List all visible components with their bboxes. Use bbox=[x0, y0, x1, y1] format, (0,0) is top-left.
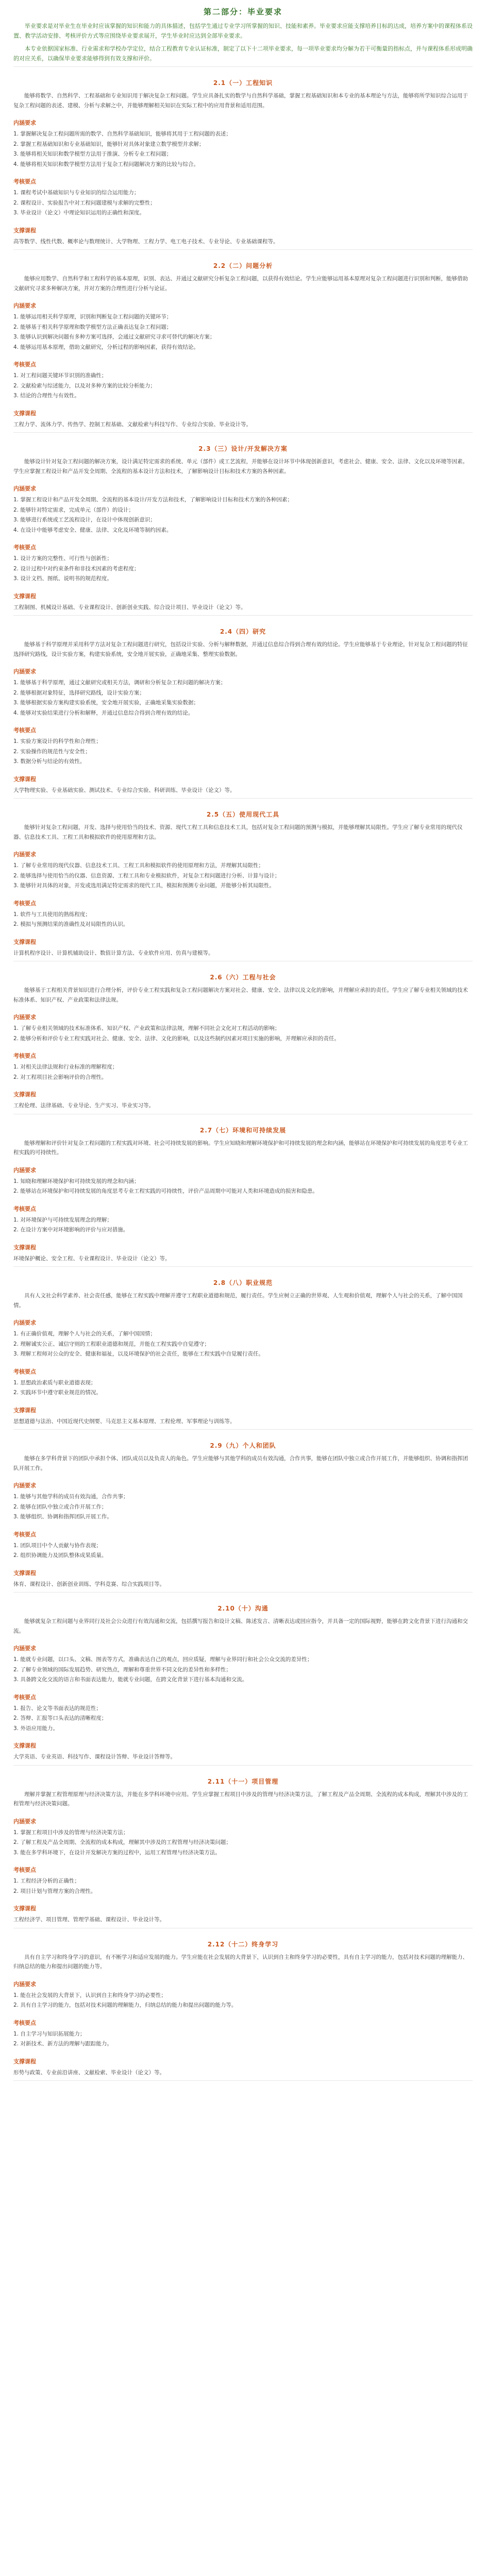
section-title: 2.12（十二）终身学习 bbox=[207, 1940, 279, 1948]
list-item: 3. 能在多学科环境下，在设计开发解决方案的过程中，运用工程管理与经济决策方法。 bbox=[13, 1849, 221, 1856]
subsection-heading: 内涵要求 bbox=[13, 1980, 36, 1988]
list-item: 1. 掌握工程项目中涉及的管理与经济决策方法； bbox=[13, 1829, 129, 1836]
list-item: 工程伦理、法律基础、专业导论、生产实习、毕业实习等。 bbox=[13, 1103, 154, 1109]
requirement-section bbox=[13, 1441, 473, 1592]
section-title: 2.9（九）个人和团队 bbox=[210, 1442, 276, 1449]
subsection-heading: 考核要点 bbox=[13, 1053, 36, 1059]
divider bbox=[13, 1429, 473, 1430]
section-title: 2.4（四）研究 bbox=[220, 628, 266, 635]
list-item: 大学物理实验、专业基础实验、测试技术、专业综合实验、科研训练、毕业设计（论文）等。 bbox=[13, 787, 236, 793]
list-item: 思想道德与法治、中国近现代史纲要、马克思主义基本原理、工程伦理、军事理论与训练等。 bbox=[13, 1418, 236, 1425]
divider bbox=[13, 798, 473, 799]
subsection-heading: 考核要点 bbox=[13, 1867, 36, 1873]
section-lead-paragraph: 能够应用数学、自然科学和工程科学的基本原理，识别、表达、并通过文献研究分析复杂工程问题，以获得有效结论。学生应能够运用基本原理对复杂工程问题进行识别和判断，能够借助文献研究寻求多种解决方案，并对方案的合理性进行分析与论证。 bbox=[13, 276, 468, 292]
section-lead-paragraph: 能够在多学科背景下的团队中承担个体、团队成员以及负责人的角色。学生应能够与其他学科的成员有效沟通，合作共事，能够在团队中独立或合作开展工作，并能够组织、协调和指挥团队开展工作。 bbox=[13, 1455, 468, 1471]
list-item: 1. 对环境保护与可持续发展理念的理解； bbox=[13, 1216, 112, 1223]
list-item: 4. 能够对实验结果进行分析和解释，并通过信息综合得到合理有效的结论。 bbox=[13, 709, 194, 716]
requirement-section bbox=[13, 1126, 473, 1267]
requirement-section bbox=[13, 810, 473, 961]
section-title: 2.11（十一）项目管理 bbox=[207, 1777, 279, 1785]
subsection-heading: 支撑课程 bbox=[13, 227, 36, 234]
list-item: 1. 能够运用相关科学原理，识别和判断复杂工程问题的关键环节； bbox=[13, 314, 172, 320]
subsection-heading: 内涵要求 bbox=[13, 120, 36, 126]
list-item: 1. 能在社会发展的大背景下，认识到自主和终身学习的必要性； bbox=[13, 1992, 166, 1998]
list-item: 4. 在设计中能够考虑安全、健康、法律、文化及环境等制约因素。 bbox=[13, 527, 172, 533]
divider bbox=[13, 1266, 473, 1267]
list-item: 1. 了解专业常用的现代仪器、信息技术工具、工程工具和模拟软件的使用原理和方法，并理解其局限性； bbox=[13, 862, 264, 869]
subsection-heading: 内涵要求 bbox=[13, 1014, 36, 1021]
requirement-section bbox=[13, 444, 473, 616]
section-title: 2.3（三）设计/开发解决方案 bbox=[198, 445, 288, 452]
subsection-heading: 支撑课程 bbox=[13, 1406, 36, 1414]
subsection-heading: 内涵要求 bbox=[13, 1319, 36, 1326]
subsection-heading: 考核要点 bbox=[13, 178, 36, 185]
intro-paragraph-2: 本专业依据国家标准、行业需求和学校办学定位，结合工程教育专业认证标准，制定了以下十二项毕业要求，每一项毕业要求均分解为若干可衡量的指标点，并与课程体系形成明确的对应关系，以确保毕业要求能够得到有效支撑和评价。 bbox=[13, 45, 473, 62]
page-title: 第二部分：毕业要求 bbox=[203, 7, 282, 16]
section-lead-paragraph: 能够将数学、自然科学、工程基础和专业知识用于解决复杂工程问题。学生应具备扎实的数学与自然科学基础，掌握工程基础知识和本专业的基本理论与方法，能够将所学知识综合运用于复杂工程问题的表述、建模、分析与求解之中，并能够理解相关知识在实际工程中的应用背景和适用范围。 bbox=[13, 93, 468, 109]
list-item: 4. 能够将相关知识和数学模型方法用于复杂工程问题解决方案的比较与综合。 bbox=[13, 161, 199, 167]
requirement-section bbox=[13, 973, 473, 1114]
list-item: 工程制图、机械设计基础、专业课程设计、创新创业实践、综合设计项目、毕业设计（论文）等。 bbox=[13, 604, 246, 611]
list-item: 3. 能够根据实验方案构建实验系统，安全地开展实验，正确地采集实验数据； bbox=[13, 700, 199, 706]
subsection-heading: 考核要点 bbox=[13, 361, 36, 368]
list-item: 3. 能够针对具体的对象，开发或选用满足特定需求的现代工具，模拟和预测专业问题，并能够分析其局限性。 bbox=[13, 883, 275, 889]
list-item: 2. 能够选择与使用恰当的仪器、信息资源、工程工具和专业模拟软件，对复杂工程问题进行分析、计算与设计； bbox=[13, 872, 280, 879]
list-item: 2. 实践环节中遵守职业规范的情况。 bbox=[13, 1389, 102, 1396]
subsection-heading: 支撑课程 bbox=[13, 1244, 36, 1251]
list-item: 3. 毕业设计（论文）中理论知识运用的正确性和深度。 bbox=[13, 210, 145, 216]
list-item: 2. 组织协调能力及团队整体成果质量。 bbox=[13, 1552, 107, 1558]
requirement-section bbox=[13, 1278, 473, 1430]
subsection-heading: 支撑课程 bbox=[13, 410, 36, 417]
subsection-heading: 支撑课程 bbox=[13, 1091, 36, 1098]
section-title: 2.1（一）工程知识 bbox=[213, 79, 273, 87]
list-item: 2. 掌握工程基础知识和专业基础知识，能够针对具体对象建立数学模型并求解； bbox=[13, 141, 205, 147]
section-lead-paragraph: 能够就复杂工程问题与业界同行及社会公众进行有效沟通和交流，包括撰写报告和设计文稿、陈述发言、清晰表达或回应指令，并具备一定的国际视野，能够在跨文化背景下进行沟通和交流。 bbox=[13, 1618, 468, 1634]
requirement-section bbox=[13, 78, 473, 250]
section-title: 2.2（二）问题分析 bbox=[213, 262, 273, 269]
list-item: 1. 有正确价值观，理解个人与社会的关系，了解中国国情； bbox=[13, 1331, 156, 1337]
list-item: 2. 对新技术、新方法的理解与跟踪能力。 bbox=[13, 2041, 112, 2047]
subsection-heading: 内涵要求 bbox=[13, 1818, 36, 1825]
list-item: 计算机程序设计、计算机辅助设计、数值计算方法、专业软件应用、仿真与建模等。 bbox=[13, 950, 214, 956]
list-item: 1. 报告、论文等书面表达的规范性； bbox=[13, 1705, 102, 1711]
subsection-heading: 考核要点 bbox=[13, 900, 36, 907]
list-item: 1. 自主学习与知识拓展能力； bbox=[13, 2030, 86, 2037]
list-item: 1. 团队项目中个人贡献与协作表现； bbox=[13, 1542, 102, 1549]
list-item: 工程经济学、项目管理、管理学基础、课程设计、毕业设计等。 bbox=[13, 1917, 165, 1923]
list-item: 2. 答辩、汇报等口头表达的清晰程度； bbox=[13, 1715, 107, 1721]
list-item: 工程力学、流体力学、传热学、控制工程基础、文献检索与科技写作、专业综合实验、毕业设计等。 bbox=[13, 421, 252, 428]
list-item: 2. 文献检索与综述能力，以及对多种方案的比较分析能力； bbox=[13, 382, 156, 389]
section-title: 2.7（七）环境和可持续发展 bbox=[199, 1126, 287, 1134]
subsection-heading: 考核要点 bbox=[13, 727, 36, 734]
section-lead-paragraph: 具有人文社会科学素养、社会责任感，能够在工程实践中理解并遵守工程职业道德和规范，履行责任。学生应树立正确的世界观、人生观和价值观，理解个人与社会的关系，了解中国国情。 bbox=[13, 1293, 463, 1309]
list-item: 1. 掌握工程设计和产品开发全周期、全流程的基本设计/开发方法和技术，了解影响设计目标和技术方案的各种因素； bbox=[13, 497, 293, 503]
section-lead-paragraph: 理解并掌握工程管理原理与经济决策方法，并能在多学科环境中应用。学生应掌握工程项目中涉及的管理与经济决策方法，了解工程及产品全周期、全流程的成本构成，理解其中涉及的工程管理与经济决策问题。 bbox=[13, 1791, 468, 1807]
list-item: 2. 具有自主学习的能力，包括对技术问题的理解能力，归纳总结的能力和提出问题的能力等。 bbox=[13, 2002, 237, 2008]
list-item: 形势与政策、专业前沿讲座、文献检索、毕业设计（论文）等。 bbox=[13, 2069, 165, 2076]
subsection-heading: 支撑课程 bbox=[13, 775, 36, 783]
subsection-heading: 支撑课程 bbox=[13, 1569, 36, 1577]
list-item: 1. 课程考试中基础知识与专业知识的综合运用能力； bbox=[13, 190, 140, 196]
requirements-sections bbox=[13, 78, 473, 2081]
list-item: 3. 数据分析与结论的有效性。 bbox=[13, 758, 86, 765]
divider bbox=[13, 615, 473, 616]
list-item: 高等数学、线性代数、概率论与数理统计、大学物理、工程力学、电工电子技术、专业导论、专业基础课程等。 bbox=[13, 238, 279, 245]
list-item: 1. 实验方案设计的科学性和合理性； bbox=[13, 738, 102, 744]
subsection-heading: 内涵要求 bbox=[13, 302, 36, 309]
divider bbox=[13, 249, 473, 250]
list-item: 2. 了解专业领域的国际发展趋势、研究热点，理解和尊重世界不同文化的差异性和多样性； bbox=[13, 1666, 231, 1673]
subsection-heading: 内涵要求 bbox=[13, 485, 36, 492]
list-item: 1. 工程经济分析的正确性； bbox=[13, 1878, 80, 1884]
list-item: 2. 实验操作的规范性与安全性； bbox=[13, 748, 91, 755]
section-lead-paragraph: 能够理解和评价针对复杂工程问题的工程实践对环境、社会可持续发展的影响。学生应知晓和理解环境保护和可持续发展的理念和内涵，能够站在环境保护和可持续发展的角度思考专业工程实践的可持续性。 bbox=[13, 1140, 468, 1156]
list-item: 2. 能够根据对象特征，选择研究路线，设计实验方案； bbox=[13, 689, 145, 696]
list-item: 2. 了解工程及产品全周期、全流程的成本构成，理解其中涉及的工程管理与经济决策问题； bbox=[13, 1839, 231, 1845]
list-item: 3. 外语应用能力。 bbox=[13, 1725, 58, 1732]
list-item: 2. 能够基于相关科学原理和数学模型方法正确表达复杂工程问题； bbox=[13, 324, 172, 330]
list-item: 3. 设计文档、图纸、说明书的规范程度。 bbox=[13, 575, 112, 582]
list-item: 1. 掌握解决复杂工程问题所需的数学、自然科学基础知识，能够将其用于工程问题的表述； bbox=[13, 131, 231, 137]
list-item: 1. 能就专业问题，以口头、文稿、图表等方式，准确表达自己的观点，回应质疑，理解与业界同行和社会公众交流的差异性； bbox=[13, 1656, 313, 1663]
requirement-section bbox=[13, 261, 473, 433]
subsection-heading: 考核要点 bbox=[13, 2019, 36, 2026]
subsection-heading: 支撑课程 bbox=[13, 1742, 36, 1749]
list-item: 3. 理解工程师对公众的安全、健康和福祉，以及环境保护的社会责任，能够在工程实践中自觉履行责任。 bbox=[13, 1351, 264, 1357]
subsection-heading: 内涵要求 bbox=[13, 668, 36, 675]
list-item: 2. 在设计方案中对环境影响的评价与应对措施。 bbox=[13, 1227, 129, 1233]
list-item: 2. 设计过程中对约束条件和非技术因素的考虑程度； bbox=[13, 565, 140, 572]
requirement-section bbox=[13, 1940, 473, 2081]
subsection-heading: 考核要点 bbox=[13, 1368, 36, 1375]
list-item: 体育、课程设计、创新创业训练、学科竞赛、综合实践项目等。 bbox=[13, 1581, 165, 1587]
list-item: 大学英语、专业英语、科技写作、课程设计答辩、毕业设计答辩等。 bbox=[13, 1754, 176, 1760]
list-item: 2. 项目计划与管理方案的合理性。 bbox=[13, 1888, 96, 1894]
subsection-heading: 支撑课程 bbox=[13, 592, 36, 600]
requirement-section bbox=[13, 627, 473, 799]
subsection-heading: 内涵要求 bbox=[13, 1482, 36, 1489]
list-item: 1. 了解专业相关领域的技术标准体系、知识产权、产业政策和法律法规，理解不同社会文化对工程活动的影响； bbox=[13, 1025, 280, 1031]
subsection-heading: 考核要点 bbox=[13, 1693, 36, 1701]
subsection-heading: 支撑课程 bbox=[13, 938, 36, 945]
section-title: 2.10（十）沟通 bbox=[217, 1605, 269, 1612]
subsection-heading: 考核要点 bbox=[13, 1205, 36, 1212]
list-item: 4. 能够运用基本原理，借助文献研究，分析过程的影响因素，获得有效结论。 bbox=[13, 344, 199, 350]
subsection-heading: 内涵要求 bbox=[13, 1166, 36, 1174]
requirement-section bbox=[13, 1777, 473, 1928]
section-lead-paragraph: 能够基于工程相关背景知识进行合理分析，评价专业工程实践和复杂工程问题解决方案对社会、健康、安全、法律以及文化的影响，并理解应承担的责任。学生应了解专业相关领域的技术标准体系、知识产权、产业政策和法律法规。 bbox=[13, 987, 468, 1003]
list-item: 2. 能够针对特定需求，完成单元（部件）的设计； bbox=[13, 506, 134, 513]
subsection-heading: 内涵要求 bbox=[13, 851, 36, 858]
subsection-heading: 考核要点 bbox=[13, 1531, 36, 1538]
list-item: 3. 具备跨文化交流的语言和书面表达能力，能就专业问题，在跨文化背景下进行基本沟通和交流。 bbox=[13, 1676, 248, 1683]
section-title: 2.5（五）使用现代工具 bbox=[206, 811, 280, 818]
list-item: 2. 课程设计、实验报告中对工程问题建模与求解的完整性； bbox=[13, 199, 156, 206]
list-item: 1. 能够基于科学原理，通过文献研究或相关方法，调研和分析复杂工程问题的解决方案； bbox=[13, 680, 226, 686]
subsection-heading: 内涵要求 bbox=[13, 1645, 36, 1652]
list-item: 3. 能够将相关知识和数学模型方法用于推演、分析专业工程问题； bbox=[13, 151, 172, 157]
list-item: 3. 能够进行系统或工艺流程设计，在设计中体现创新意识； bbox=[13, 517, 156, 523]
list-item: 1. 设计方案的完整性、可行性与创新性； bbox=[13, 555, 112, 562]
subsection-heading: 支撑课程 bbox=[13, 2058, 36, 2065]
list-item: 3. 能够认识到解决问题有多种方案可选择，会通过文献研究寻求可替代的解决方案； bbox=[13, 334, 215, 340]
section-lead-paragraph: 能够基于科学原理并采用科学方法对复杂工程问题进行研究，包括设计实验、分析与解释数据，并通过信息综合得到合理有效的结论。学生应能够基于专业理论，针对复杂工程问题的特征选择研究路线，设计实验方案，构建实验系统，安全地开展实验，正确地采集、整理实验数据。 bbox=[13, 641, 468, 657]
list-item: 1. 知晓和理解环境保护和可持续发展的理念和内涵； bbox=[13, 1178, 140, 1184]
list-item: 2. 能够在团队中独立或合作开展工作； bbox=[13, 1503, 107, 1510]
divider bbox=[13, 66, 473, 67]
list-item: 2. 理解诚实公正、诚信守则的工程职业道德和规范，并能在工程实践中自觉遵守； bbox=[13, 1341, 210, 1347]
intro-paragraph-1: 毕业要求是对毕业生在毕业时应该掌握的知识和能力的具体描述，包括学生通过专业学习所掌握的知识、技能和素养。毕业要求应能支撑培养目标的达成，培养方案中的课程体系设置、教学活动安排、考核评价方式等应围绕毕业要求展开，学生毕业时应达到全部毕业要求。 bbox=[13, 23, 473, 39]
section-lead-paragraph: 能够设计针对复杂工程问题的解决方案，设计满足特定需求的系统、单元（部件）或工艺流程，并能够在设计环节中体现创新意识，考虑社会、健康、安全、法律、文化以及环境等因素。学生应掌握工程设计和产品开发全周期、全流程的基本设计方法和技术，了解影响设计目标和技术方案的各种因素。 bbox=[13, 459, 468, 474]
divider bbox=[13, 1765, 473, 1766]
section-title: 2.8（八）职业规范 bbox=[213, 1279, 273, 1286]
list-item: 2. 能够站在环境保护和可持续发展的角度思考专业工程实践的可持续性，评价产品周期中可能对人类和环境造成的损害和隐患。 bbox=[13, 1188, 318, 1194]
divider bbox=[13, 432, 473, 433]
list-item: 3. 结论的合理性与有效性。 bbox=[13, 393, 80, 399]
list-item: 1. 能够与其他学科的成员有效沟通，合作共事； bbox=[13, 1494, 129, 1500]
list-item: 1. 对相关法律法规和行业标准的理解程度； bbox=[13, 1064, 118, 1070]
subsection-heading: 考核要点 bbox=[13, 544, 36, 551]
divider bbox=[13, 2080, 473, 2081]
section-lead-paragraph: 能够针对复杂工程问题，开发、选择与使用恰当的技术、资源、现代工程工具和信息技术工具，包括对复杂工程问题的预测与模拟，并能够理解其局限性。学生应了解专业常用的现代仪器、信息技术工具、工程工具和模拟软件的使用原理和方法。 bbox=[13, 824, 463, 840]
section-lead-paragraph: 具有自主学习和终身学习的意识，有不断学习和适应发展的能力。学生应能在社会发展的大背景下，认识到自主和终身学习的必要性，具有自主学习的能力，包括对技术问题的理解能力、归纳总结的能力和提出问题的能力等。 bbox=[13, 1954, 468, 1970]
subsection-heading: 支撑课程 bbox=[13, 1905, 36, 1912]
list-item: 2. 对工程项目社会影响评价的合理性。 bbox=[13, 1074, 107, 1080]
list-item: 1. 对工程问题关键环节识别的准确性； bbox=[13, 372, 107, 379]
list-item: 2. 能够分析和评价专业工程实践对社会、健康、安全、法律、文化的影响，以及这些制约因素对项目实施的影响，并理解应承担的责任。 bbox=[13, 1035, 340, 1042]
list-item: 1. 思想政治素质与职业道德表现； bbox=[13, 1379, 96, 1386]
list-item: 2. 模拟与预测结果的准确性及对局限性的认识。 bbox=[13, 921, 129, 927]
list-item: 1. 软件与工具使用的熟练程度； bbox=[13, 911, 91, 918]
requirement-section bbox=[13, 1604, 473, 1766]
list-item: 3. 能够组织、协调和指挥团队开展工作。 bbox=[13, 1514, 112, 1520]
list-item: 环境保护概论、安全工程、专业课程设计、毕业设计（论文）等。 bbox=[13, 1255, 171, 1262]
section-title: 2.6（六）工程与社会 bbox=[210, 974, 276, 981]
